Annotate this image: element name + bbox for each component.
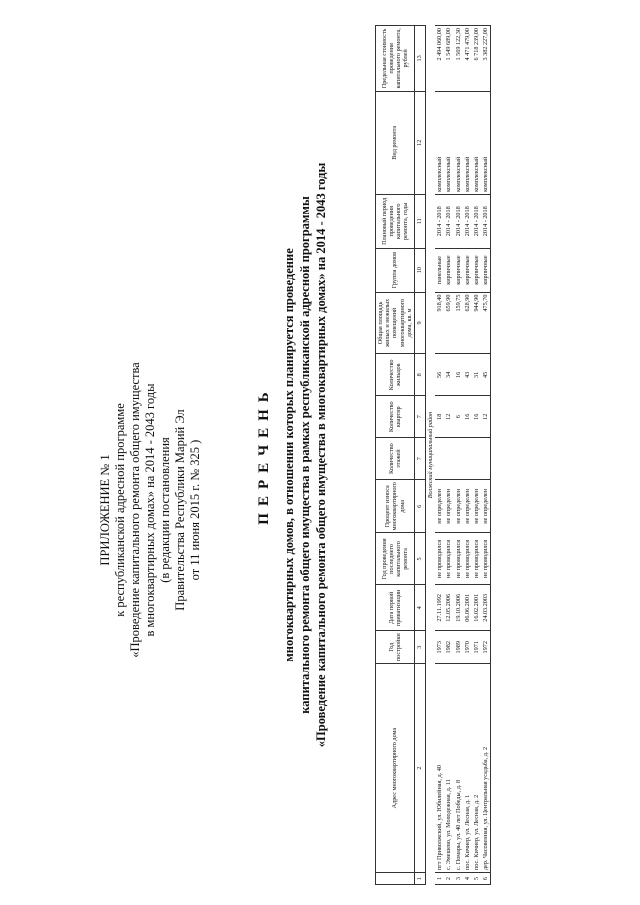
table-cell: кирпичные (472, 248, 481, 292)
table-cell: не проводился (463, 533, 472, 585)
table-cell: 1989 (454, 631, 463, 664)
table-cell: не определен (444, 480, 453, 533)
table-cell: 5 (472, 873, 481, 885)
column-header (376, 873, 415, 885)
table-cell: не определен (481, 480, 491, 533)
column-number: 10 (415, 248, 426, 292)
table-cell: 16 (463, 396, 472, 438)
column-number: 6 (415, 480, 426, 533)
table-cell: 944,90 (472, 292, 481, 354)
table-cell (463, 438, 472, 480)
table-cell: не определен (454, 480, 463, 533)
column-number: 12 (415, 91, 426, 194)
houses-table (375, 25, 491, 885)
table-cell: 2014 - 2018 (463, 194, 472, 248)
table-cell: 628,90 (463, 292, 472, 354)
column-number: 9 (415, 292, 426, 354)
column-header: Год постройки (376, 631, 415, 664)
table-cell: 159,75 (454, 292, 463, 354)
table-cell: с. Помары, ул. 40 лет Победы, д. 8 (454, 664, 463, 873)
header-line: к республиканской адресной программе (113, 403, 127, 617)
table-cell: 659,90 (444, 292, 453, 354)
column-header: Адрес многоквартирного дома (376, 664, 415, 873)
header-line: от 11 июня 2015 г. № 325 ) (188, 439, 202, 581)
table-cell: 24.03.2003 (481, 585, 491, 631)
table-cell: 43 (463, 354, 472, 396)
table-cell: 56 (435, 354, 444, 396)
column-number: 3 (415, 631, 426, 664)
column-header: Количество квартир (376, 396, 415, 438)
table-cell: 1972 (481, 631, 491, 664)
column-header: Дата первой приватизации (376, 585, 415, 631)
table-cell: 3 382 227,00 (481, 26, 491, 92)
table-cell: пос. Кичиер, ул. Лесная, д. 2 (472, 664, 481, 873)
table-cell: 16 (454, 354, 463, 396)
table-row (435, 26, 444, 885)
header-line: в многоквартирных домах» на 2014 - 2043 годы (143, 383, 157, 637)
table-cell: комплексный (472, 91, 481, 194)
title-line: многоквартирных домов, в отношении которых планируется проведение (282, 248, 296, 662)
table-cell: 2014 - 2018 (454, 194, 463, 248)
column-number: 2 (415, 664, 426, 873)
table-cell: 6 (454, 396, 463, 438)
header-line: (в редакции постановления (158, 437, 172, 583)
header-line: «Проведение капитального ремонта общего имущества (128, 362, 142, 658)
table-row (454, 26, 463, 885)
table-cell: 475,70 (481, 292, 491, 354)
table-cell: 3 (454, 873, 463, 885)
table-cell: 06.06.2001 (463, 585, 472, 631)
table-cell: 2014 - 2018 (481, 194, 491, 248)
table-cell: 1982 (444, 631, 453, 664)
table-cell: пос. Кичиер, ул. Лесная, д. 1 (463, 664, 472, 873)
table-cell: 1970 (463, 631, 472, 664)
table-cell: не проводился (472, 533, 481, 585)
region-name: Волжский муниципальный район (427, 411, 435, 499)
table-cell: 27.11.1992 (435, 585, 444, 631)
header-line: Правительства Республики Марий Эл (173, 409, 187, 611)
table-cell: 1 (435, 873, 444, 885)
table-cell: кирпичные (454, 248, 463, 292)
table-cell: 16 (472, 396, 481, 438)
table-cell: 2014 - 2018 (472, 194, 481, 248)
table-cell: 1973 (435, 631, 444, 664)
column-header: Общая площадь жилых и нежилых помещений многоквартирного дома, кв. м (376, 292, 415, 354)
table-cell: 2014 - 2018 (435, 194, 444, 248)
table-cell: 2 (444, 873, 453, 885)
column-number: 13 (415, 26, 426, 92)
header-line: ПРИЛОЖЕНИЕ № 1 (98, 454, 112, 566)
table-cell: 2014 - 2018 (444, 194, 453, 248)
table-cell: не определен (472, 480, 481, 533)
table-cell: кирпичные (481, 248, 491, 292)
region-row (426, 26, 436, 885)
title-heading: ПЕРЕЧЕНЬ (256, 385, 272, 525)
table-cell: 1 569 122,30 (454, 26, 463, 92)
column-number-row (415, 26, 426, 885)
table-row (481, 26, 491, 885)
table-cell: 34 (444, 354, 453, 396)
table-cell: не определен (435, 480, 444, 533)
table-cell: не проводился (481, 533, 491, 585)
table-cell: 6 (481, 873, 491, 885)
table-cell: кирпичные (463, 248, 472, 292)
table-cell (481, 438, 491, 480)
column-header: Вид ремонта (376, 91, 415, 194)
table-cell: 12 (481, 396, 491, 438)
title-line: капитального ремонта общего имущества в рамках республиканской адресной программы (298, 196, 312, 714)
table-cell: панельные (435, 248, 444, 292)
column-header: Плановый период проведения капитального ремонта, годы (376, 194, 415, 248)
document-title (256, 125, 329, 785)
column-number: 11 (415, 194, 426, 248)
column-header: Предельная стоимость проведения капитального ремонта, рублей (376, 26, 415, 92)
column-number: 1 (415, 873, 426, 885)
table-row (463, 26, 472, 885)
column-header: Год проведения последнего капитального ремонта (376, 533, 415, 585)
column-header: Количество жильцов (376, 354, 415, 396)
title-line: «Проведение капитального ремонта общего имущества в многоквартирных домах» на 2014 - 2043 годы (314, 162, 328, 748)
table-cell: не проводился (444, 533, 453, 585)
column-number: 8 (415, 354, 426, 396)
table-header-row (376, 26, 415, 885)
table-cell: комплексный (435, 91, 444, 194)
table-cell: не проводился (435, 533, 444, 585)
table-cell: комплексный (454, 91, 463, 194)
table-cell: не определен (463, 480, 472, 533)
column-number: 5 (415, 533, 426, 585)
table-cell: 4 (463, 873, 472, 885)
column-number: 4 (415, 585, 426, 631)
column-number: 7 (415, 438, 426, 480)
column-header: Количество этажей (376, 438, 415, 480)
table-row (444, 26, 453, 885)
table-cell: 19.10.2006 (454, 585, 463, 631)
table-cell: 918,40 (435, 292, 444, 354)
column-number: 7 (415, 396, 426, 438)
table-row (472, 26, 481, 885)
table-cell: 31 (472, 354, 481, 396)
table-cell: с. Эмешево, ул. Молодежная, д. 11 (444, 664, 453, 873)
column-header: Процент износа многоквартирного дома (376, 480, 415, 533)
table-cell: 45 (481, 354, 491, 396)
table-cell: кирпичные (444, 248, 453, 292)
table-cell (454, 438, 463, 480)
table-cell: 6 718 239,00 (472, 26, 481, 92)
table-cell: 16.02.2001 (472, 585, 481, 631)
column-header: Группа домов (376, 248, 415, 292)
table-cell: не проводился (454, 533, 463, 585)
table-cell: 4 471 479,00 (463, 26, 472, 92)
table-cell: пгт Приволжский, ул. Юбилейная, д. 40 (435, 664, 444, 873)
table-cell (444, 438, 453, 480)
table-cell: 2 494 060,00 (435, 26, 444, 92)
table-cell: комплексный (444, 91, 453, 194)
table-cell: 1971 (472, 631, 481, 664)
table-cell: 18 (435, 396, 444, 438)
table-cell: комплексный (463, 91, 472, 194)
table-cell (435, 438, 444, 480)
appendix-header (98, 360, 203, 660)
table-cell (472, 438, 481, 480)
table-cell: 1 549 689,00 (444, 26, 453, 92)
table-cell: 12.05.2006 (444, 585, 453, 631)
table-cell: комплексный (481, 91, 491, 194)
table-cell: дер. Часовенная, ул. Центральная усадьба, д. 2 (481, 664, 491, 873)
table-cell: 12 (444, 396, 453, 438)
